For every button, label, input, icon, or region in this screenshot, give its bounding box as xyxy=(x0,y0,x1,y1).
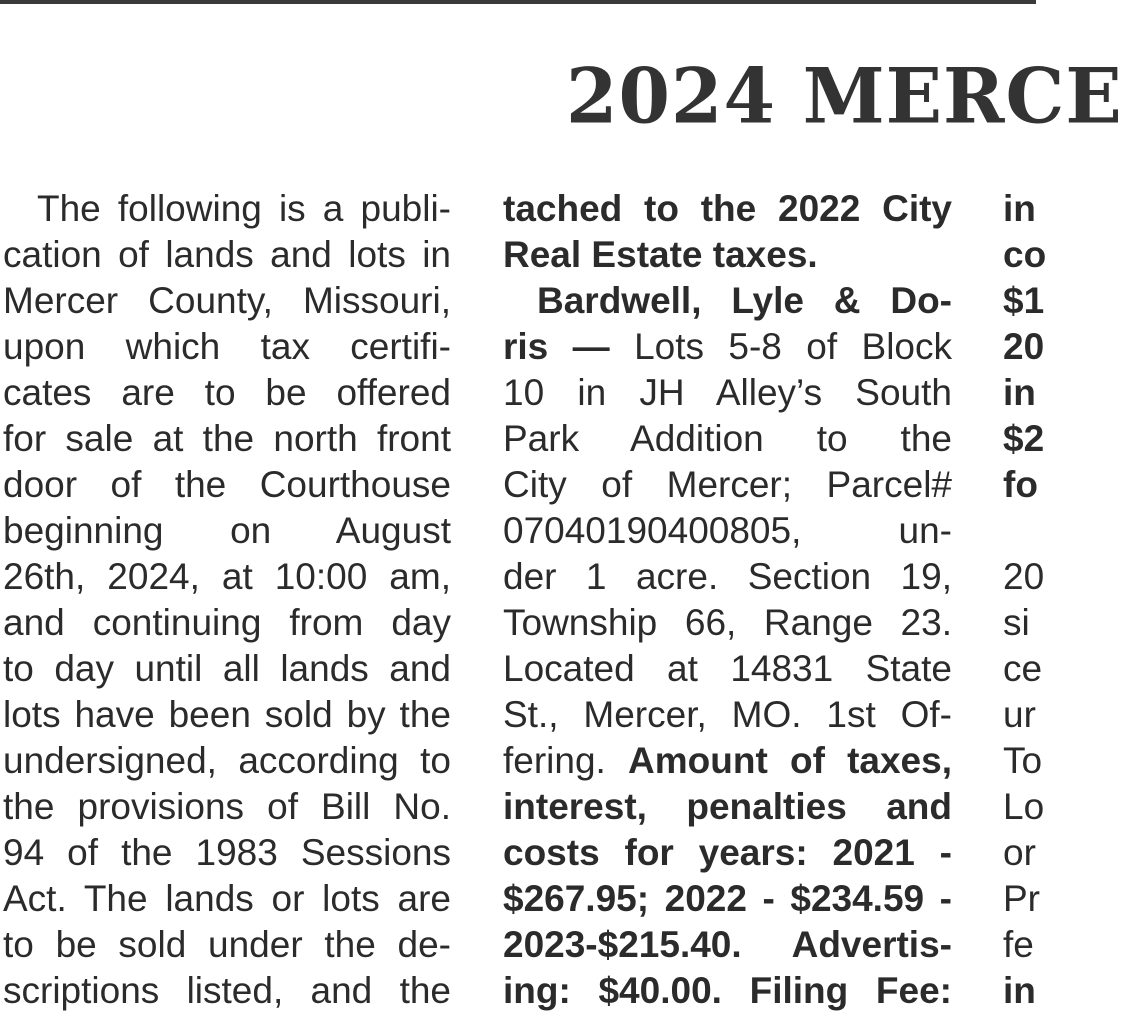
text-line: undersigned, according to xyxy=(3,740,451,781)
offering-text: fering. xyxy=(503,740,629,781)
text-line: Act. The lands or lots are xyxy=(3,878,451,919)
headline: 2024 MERCE xyxy=(566,53,1123,141)
text-line: cation of lands and lots in xyxy=(3,234,451,275)
text-line-fragment: co xyxy=(1003,234,1047,275)
text-line: to day until all lands and xyxy=(3,648,451,689)
text-line-fragment: or xyxy=(1003,832,1036,873)
text-line-fragment: $2 xyxy=(1003,418,1045,459)
text-line: 94 of the 1983 Sessions xyxy=(3,832,451,873)
text-line: Real Estate taxes. xyxy=(503,234,818,275)
text-line xyxy=(503,738,952,784)
text-line: 26th, 2024, at 10:00 am, xyxy=(3,556,451,597)
text-line-fragment: in xyxy=(1003,970,1036,1011)
text-line: the provisions of Bill No. xyxy=(3,786,451,827)
text-line-fragment xyxy=(1003,508,1063,554)
text-line-fragment: To xyxy=(1003,740,1043,781)
text-line: and continuing from day xyxy=(3,602,451,643)
text-line: beginning on August xyxy=(3,510,451,551)
column-listing xyxy=(503,186,952,1014)
text-line: upon which tax certifi- xyxy=(3,326,451,367)
top-rule xyxy=(0,0,1036,4)
text-line-fragment: fo xyxy=(1003,464,1038,505)
text-line-fragment: in xyxy=(1003,188,1036,229)
text-line: to be sold under the de- xyxy=(3,924,451,965)
text-line: Township 66, Range 23. xyxy=(503,602,952,643)
text-line: ing: $40.00. Filing Fee: xyxy=(503,970,952,1011)
text-line-fragment: Pr xyxy=(1003,878,1040,919)
text-line: 07040190400805, un- xyxy=(503,510,952,551)
text-line: lots have been sold by the xyxy=(3,694,451,735)
text-line-fragment: ce xyxy=(1003,648,1043,689)
text-line: 2023-$215.40. Advertis- xyxy=(503,924,952,965)
text-line: Located at 14831 State xyxy=(503,648,952,689)
text-line: 10 in JH Alley’s South xyxy=(503,372,952,413)
column-intro xyxy=(3,186,451,1014)
column-continued xyxy=(1003,186,1063,1014)
text-line-fragment: si xyxy=(1003,602,1030,643)
text-line-fragment: fe xyxy=(1003,924,1034,965)
legal-description-start: Lots 5-8 of Block xyxy=(634,326,952,367)
text-line: Park Addition to the xyxy=(503,418,952,459)
text-line: The following is a publi- xyxy=(37,188,451,229)
text-line: Mercer County, Missouri, xyxy=(3,280,451,321)
text-line: costs for years: 2021 - xyxy=(503,832,952,873)
text-line-fragment: $1 xyxy=(1003,280,1045,321)
text-line: cates are to be offered xyxy=(3,372,451,413)
text-line: interest, penalties and xyxy=(503,786,952,827)
text-line-fragment: ur xyxy=(1003,694,1036,735)
text-line: for sale at the north front xyxy=(3,418,451,459)
text-line-fragment: 20 xyxy=(1003,326,1045,367)
owner-name-line: Bardwell, Lyle & Do- xyxy=(537,280,952,321)
text-line: $267.95; 2022 - $234.59 - xyxy=(503,878,952,919)
owner-name-end: ris — xyxy=(503,326,635,367)
text-line: door of the Courthouse xyxy=(3,464,451,505)
text-line: City of Mercer; Parcel# xyxy=(503,464,952,505)
text-line-fragment: 20 xyxy=(1003,556,1045,597)
text-line: St., Mercer, MO. 1st Of- xyxy=(503,694,952,735)
text-line-fragment: Lo xyxy=(1003,786,1045,827)
text-line xyxy=(503,324,952,370)
text-line: der 1 acre. Section 19, xyxy=(503,556,952,597)
text-line: scriptions listed, and the xyxy=(3,970,451,1011)
text-line-fragment: in xyxy=(1003,372,1036,413)
text-line: tached to the 2022 City xyxy=(503,188,952,229)
amount-label: Amount of taxes, xyxy=(628,740,952,781)
